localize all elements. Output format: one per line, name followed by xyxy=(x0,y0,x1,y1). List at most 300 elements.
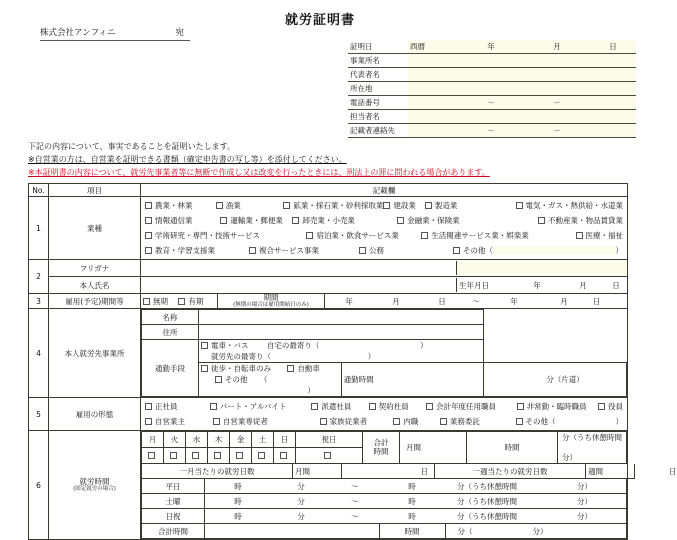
checkbox-option-kazoku[interactable] xyxy=(320,416,394,427)
checkbox-icon[interactable] xyxy=(440,418,447,425)
dow-table xyxy=(141,431,627,464)
period-label-note: (無期の場合は雇用開始日のみ) xyxy=(233,301,309,308)
checkbox-icon[interactable] xyxy=(369,403,376,410)
checkbox-option-gakujutsu[interactable] xyxy=(145,230,306,241)
issuer-row-representative xyxy=(348,68,636,82)
checkbox-icon[interactable] xyxy=(393,418,400,425)
keitai-other-open: （ xyxy=(548,417,556,426)
table-row-furigana xyxy=(29,260,628,277)
checkbox-icon[interactable] xyxy=(258,452,265,459)
monthly-days-sub: 月間 xyxy=(293,464,342,479)
jigyousho-commute-row xyxy=(142,340,627,363)
cutoff-label: 合計時間 xyxy=(142,524,205,539)
checkbox-option-unyu[interactable] xyxy=(220,215,292,226)
checkbox-icon[interactable] xyxy=(178,298,185,305)
checkbox-icon[interactable] xyxy=(311,403,318,410)
checkbox-icon[interactable] xyxy=(517,403,524,410)
label: 複合サービス事業 xyxy=(259,246,319,255)
table-row-honninname xyxy=(29,277,628,294)
row2-furigana-cell xyxy=(141,260,628,277)
furigana-inner-table xyxy=(141,261,627,275)
checkbox-icon[interactable] xyxy=(283,202,290,209)
label: 有期 xyxy=(188,296,204,306)
row6-item-note: (固定就労の場合) xyxy=(73,486,116,493)
gyoushu-option-row-1 xyxy=(145,198,623,213)
keitai-other-close: ） xyxy=(615,417,624,426)
page-title: 就労証明書 xyxy=(284,13,355,28)
schedule-label-nisshuku: 日祝 xyxy=(142,509,205,524)
label: 宿泊業・飲食サービス業 xyxy=(316,231,399,240)
gyoushu-option-row-4 xyxy=(145,243,623,258)
schedule-table xyxy=(141,479,627,539)
checkbox-option-kinyu[interactable] xyxy=(397,215,538,226)
checkbox-icon[interactable] xyxy=(249,247,256,254)
checkbox-option-toho-jitensha[interactable] xyxy=(201,363,271,374)
checkbox-icon[interactable] xyxy=(210,403,217,410)
jigyousho-label-commute: 通勤手段 xyxy=(142,340,199,397)
schedule-label-heijitsu: 平日 xyxy=(142,479,205,494)
checkbox-option-keiyaku[interactable] xyxy=(369,401,426,412)
working-days-row: 一月当たりの就労日数 月間 日 一週当たりの就労日数 週間 日 xyxy=(142,464,635,479)
row2-item-name: 本人氏名 xyxy=(49,277,141,294)
statement-line-2: ※自営業の方は、自営業を証明できる書類（確定申告書の写し等）を添付してください。 xyxy=(28,155,347,164)
monthly-days-unit[interactable]: 日 xyxy=(342,464,435,479)
label: 鉱業・採石業・砂利採取業 xyxy=(293,201,384,210)
issuer-value-year[interactable]: 年 xyxy=(458,40,524,54)
label: 役員 xyxy=(607,402,623,411)
label: 分（うち休憩時間 xyxy=(457,481,517,491)
checkbox-option-kaikei[interactable] xyxy=(426,401,517,412)
work-nearest-close: ） xyxy=(367,352,376,361)
checkbox-icon[interactable] xyxy=(145,217,152,224)
kikan-end-month[interactable]: 月 xyxy=(541,294,587,308)
dow-label-wed: 水 xyxy=(186,432,208,448)
issuer-phone-dash-2: － xyxy=(524,96,590,110)
issuer-value-era[interactable]: 西暦 xyxy=(408,40,458,54)
checkbox-icon[interactable] xyxy=(292,217,299,224)
label: 派遣社員 xyxy=(321,402,352,411)
issuer-label-office: 事業所名 xyxy=(348,54,408,68)
label: その他 xyxy=(525,417,549,426)
label: 生活関連サービス業・娯楽業 xyxy=(431,231,529,240)
checkbox-icon[interactable] xyxy=(359,247,366,254)
gyoushu-option-row-3 xyxy=(145,228,623,243)
checkbox-icon[interactable] xyxy=(148,452,155,459)
heijitsu-start-min[interactable]: 分 xyxy=(271,479,331,494)
checkbox-icon[interactable] xyxy=(516,418,523,425)
dow-checkbox-tue[interactable] xyxy=(164,448,186,464)
gyoushu-other-input[interactable] xyxy=(493,246,616,255)
minutes-close-label: 分） xyxy=(562,453,577,462)
checkbox-icon[interactable] xyxy=(145,418,152,425)
row6-item-label xyxy=(49,431,141,540)
heijitsu-end-min-break[interactable] xyxy=(445,479,627,494)
birthdate-label: 生年月日 xyxy=(457,278,514,292)
doyou-start-hour[interactable]: 時 xyxy=(205,494,272,509)
kikan-period-label xyxy=(218,294,325,308)
table-header-row xyxy=(29,184,628,197)
cutoff-hours[interactable]: 時間 xyxy=(379,524,445,539)
checkbox-icon[interactable] xyxy=(143,298,150,305)
nisshuku-end-min-break[interactable] xyxy=(445,509,627,524)
checkbox-icon[interactable] xyxy=(280,452,287,459)
checkbox-option-gyogyo[interactable] xyxy=(216,200,284,211)
checkbox-option-haken[interactable] xyxy=(311,401,368,412)
row1-item-label: 業種 xyxy=(49,197,141,260)
checkbox-option-kougyo[interactable] xyxy=(283,200,383,211)
checkbox-option-fukugou[interactable] xyxy=(249,245,359,256)
label: 卸売業・小売業 xyxy=(302,216,355,225)
nisshuku-start-hour[interactable]: 時 xyxy=(205,509,272,524)
dow-checkbox-fri[interactable] xyxy=(230,448,252,464)
checkbox-icon[interactable] xyxy=(324,452,331,459)
checkbox-icon[interactable] xyxy=(192,452,199,459)
kikan-tilde: ～ xyxy=(465,294,487,308)
issuer-label-writercontact: 記載者連絡先 xyxy=(348,124,408,138)
break-close: 分） xyxy=(577,496,592,506)
addressee-line xyxy=(40,26,190,41)
heijitsu-end-hour[interactable]: 時 xyxy=(379,479,445,494)
checkbox-option-keitai-sonota[interactable] xyxy=(516,416,556,427)
dow-label-mon: 月 xyxy=(142,432,164,448)
row1-no: 1 xyxy=(29,197,49,260)
checkbox-icon[interactable] xyxy=(425,202,432,209)
checkbox-icon[interactable] xyxy=(170,452,177,459)
dow-header-row xyxy=(142,432,627,448)
issuer-value-location[interactable] xyxy=(408,82,636,96)
checkbox-icon[interactable] xyxy=(215,376,222,383)
nisshuku-start-min[interactable]: 分 xyxy=(271,509,331,524)
checkbox-option-hijoukin[interactable] xyxy=(517,401,598,412)
statement-warning: ※本証明書の内容について、就労先事業者等に無断で作成し又は改変を行ったときには、刑法上の罪に問われる場合があります。 xyxy=(28,168,490,177)
checkbox-option-naishoku[interactable] xyxy=(393,416,440,427)
header-item: 項目 xyxy=(49,184,141,197)
checkbox-icon[interactable] xyxy=(201,365,208,372)
row2-item-furigana: フリガナ xyxy=(49,260,141,277)
commute-train-row xyxy=(199,340,484,363)
issuer-value-contactperson[interactable] xyxy=(408,110,636,124)
label: 家族従業者 xyxy=(329,417,368,426)
dow-label-thu: 木 xyxy=(208,432,230,448)
main-form-table xyxy=(28,183,677,540)
checkbox-icon[interactable] xyxy=(426,403,433,410)
checkbox-option-nogyo[interactable] xyxy=(145,200,216,211)
schedule-row-doyou xyxy=(142,494,627,509)
table-row-koyou-kikan xyxy=(29,294,628,309)
jigyousho-address-input[interactable] xyxy=(199,325,484,340)
dow-label-sun: 日 xyxy=(274,432,296,448)
addressee-suffix: 宛 xyxy=(175,28,184,38)
total-time-line1: 合計 xyxy=(373,438,389,448)
checkbox-option-yuki[interactable] xyxy=(178,296,203,307)
checkbox-option-commute-sonota[interactable] xyxy=(215,374,248,385)
dow-checkbox-wed[interactable] xyxy=(186,448,208,464)
monthly-hours[interactable]: 時間 xyxy=(467,432,558,464)
label: 電気・ガス・熱供給・水道業 xyxy=(525,201,623,210)
checkbox-icon[interactable] xyxy=(216,202,223,209)
label: 公務 xyxy=(369,246,384,255)
label: 分（ xyxy=(457,526,473,536)
checkbox-icon[interactable] xyxy=(220,217,227,224)
checkbox-icon[interactable] xyxy=(538,217,545,224)
header-entry: 記載欄 xyxy=(141,184,628,197)
kikan-end-year[interactable]: 年 xyxy=(487,294,541,308)
label: 漁業 xyxy=(225,201,241,210)
dow-checkbox-thu[interactable] xyxy=(208,448,230,464)
row4-item-label: 本人就労先事業所 xyxy=(49,309,141,398)
statement-line-1: 下記の内容について、事実であることを証明いたします。 xyxy=(28,142,236,151)
kikan-start-month[interactable]: 月 xyxy=(373,294,419,308)
checkbox-icon[interactable] xyxy=(320,418,327,425)
header-no: No. xyxy=(29,184,49,197)
checkbox-option-oroshiuri[interactable] xyxy=(292,215,397,226)
row5-item-label: 雇用の形態 xyxy=(49,398,141,431)
row3-no: 3 xyxy=(29,294,49,309)
commute-other-options xyxy=(199,363,342,397)
checkbox-option-sonota[interactable] xyxy=(453,245,493,256)
table-row-koyou-keitai xyxy=(29,398,628,431)
checkbox-option-kensetsu[interactable] xyxy=(383,200,425,211)
label: その他 xyxy=(225,375,248,384)
checkbox-option-jieigyousenjyuusha[interactable] xyxy=(213,416,320,427)
checkbox-icon[interactable] xyxy=(287,365,294,372)
label: 内職 xyxy=(403,417,419,426)
checkbox-icon[interactable] xyxy=(145,202,152,209)
furigana-right-cell[interactable] xyxy=(457,261,627,275)
row6-item-main: 就労時間 xyxy=(79,477,110,487)
break-close: 分） xyxy=(577,511,592,521)
checkbox-option-jieigyounushi[interactable] xyxy=(145,416,213,427)
checkbox-icon[interactable] xyxy=(397,217,404,224)
nisshuku-end-hour[interactable]: 時 xyxy=(379,509,445,524)
label: 正社員 xyxy=(155,402,178,411)
row6-no: 6 xyxy=(29,431,49,540)
kikan-inner-table xyxy=(141,294,627,308)
issuer-label-phone: 電話番号 xyxy=(348,96,408,110)
commute-one-way: （片道） xyxy=(553,375,584,384)
checkbox-option-seishain[interactable] xyxy=(145,401,210,412)
jigyousho-label-name: 名称 xyxy=(142,310,199,325)
commute-other-row xyxy=(142,363,627,397)
row5-no: 5 xyxy=(29,398,49,431)
label: 情報通信業 xyxy=(155,216,193,225)
jigyousho-inner-table xyxy=(141,309,627,397)
issuer-value-month[interactable]: 月 xyxy=(524,40,590,54)
kikan-end-day[interactable]: 日 xyxy=(587,294,627,308)
kikan-term-options xyxy=(141,294,218,308)
birth-year[interactable]: 年 xyxy=(513,278,561,292)
label: 分（うち休憩時間 xyxy=(457,511,517,521)
working-days-table xyxy=(141,464,677,479)
schedule-row-heijitsu xyxy=(142,479,627,494)
label: 契約社員 xyxy=(378,402,409,411)
label: 不動産業・物品賃貸業 xyxy=(548,216,623,225)
name-input[interactable] xyxy=(141,278,457,292)
row6-entry-cell xyxy=(141,431,677,540)
checkbox-icon[interactable] xyxy=(236,452,243,459)
period-label-main: 期間 xyxy=(263,293,279,303)
row2-name-cell xyxy=(141,277,628,294)
jigyousho-name-input[interactable] xyxy=(199,310,484,325)
cutoff-left[interactable] xyxy=(205,524,380,539)
checkbox-icon[interactable] xyxy=(453,247,460,254)
dow-label-holiday: 祝日 xyxy=(296,432,363,448)
checkbox-option-gyoumuitaku[interactable] xyxy=(440,416,516,427)
label: 無期 xyxy=(153,296,168,306)
checkbox-icon[interactable] xyxy=(383,202,390,209)
checkbox-option-kyouiku[interactable] xyxy=(145,245,249,256)
dow-label-sat: 土 xyxy=(252,432,274,448)
label: 会計年度任用職員 xyxy=(436,402,497,411)
checkbox-option-denki[interactable] xyxy=(516,200,624,211)
keitai-option-row-1 xyxy=(145,399,623,414)
label: 教育・学習支援業 xyxy=(155,246,215,255)
issuer-info-table xyxy=(348,40,636,138)
kikan-start-day[interactable]: 日 xyxy=(419,294,465,308)
monthly-minutes-break[interactable] xyxy=(558,432,627,464)
label: 医療・福祉 xyxy=(585,231,623,240)
table-row-jigyousho xyxy=(29,309,628,398)
row2-no: 2 xyxy=(29,260,49,294)
checkbox-option-koumu[interactable] xyxy=(359,245,453,256)
schedule-label-doyou: 土曜 xyxy=(142,494,205,509)
label: 自営業主 xyxy=(155,417,185,426)
heijitsu-start-hour[interactable]: 時 xyxy=(205,479,272,494)
checkbox-option-fudousan[interactable] xyxy=(538,215,623,226)
home-nearest-close: ） xyxy=(420,341,428,350)
keitai-option-row-2 xyxy=(145,414,623,429)
issuer-value-phone-2[interactable] xyxy=(590,96,636,110)
label: 金融業・保険業 xyxy=(407,216,460,225)
checkbox-option-seikatsu[interactable] xyxy=(421,230,575,241)
label: 非常勤・臨時職員 xyxy=(526,402,587,411)
label: 自営業専従者 xyxy=(222,417,268,426)
label: 電車・バス xyxy=(211,341,249,350)
label: 運輸業・郵便業 xyxy=(230,216,283,225)
checkbox-icon[interactable] xyxy=(214,452,221,459)
birth-month[interactable]: 月 xyxy=(561,278,605,292)
issuer-label-contactperson: 担当者名 xyxy=(348,110,408,124)
checkbox-icon[interactable] xyxy=(576,232,583,239)
checkbox-icon[interactable] xyxy=(421,232,428,239)
birth-day[interactable]: 日 xyxy=(605,278,627,292)
row3-entry-cell xyxy=(141,294,628,309)
issuer-value-writercontact-2[interactable] xyxy=(590,124,636,138)
break-close: 分） xyxy=(532,526,548,536)
checkbox-icon[interactable] xyxy=(145,403,152,410)
row3-item-label: 雇用(予定)期間等 xyxy=(49,294,141,309)
checkbox-icon[interactable] xyxy=(213,418,220,425)
jigyousho-address-row xyxy=(142,325,627,340)
checkbox-icon[interactable] xyxy=(145,247,152,254)
issuer-row-contactperson xyxy=(348,110,636,124)
issuer-row-certdate xyxy=(348,40,636,54)
checkbox-option-yakuin[interactable] xyxy=(598,401,623,412)
label: パート・アルバイト xyxy=(219,402,287,411)
label: 業務委託 xyxy=(449,417,480,426)
dow-checkbox-sun[interactable] xyxy=(274,448,296,464)
cutoff-minutes[interactable] xyxy=(445,524,627,539)
checkbox-icon[interactable] xyxy=(598,403,605,410)
issuer-writercontact-dash-2: － xyxy=(524,124,590,138)
label: 学術研究・専門・技術サービス xyxy=(155,231,260,240)
label: 分（うち休憩時間 xyxy=(457,496,517,506)
work-nearest-label: 就労先の最寄り（ xyxy=(211,352,271,361)
label: その他 xyxy=(463,246,486,255)
table-row-shuurou-jikan xyxy=(29,431,628,540)
checkbox-option-iryou[interactable] xyxy=(576,230,624,241)
break-close: 分） xyxy=(577,481,592,491)
issuer-value-representative[interactable] xyxy=(408,68,636,82)
issuer-value-day[interactable]: 日 xyxy=(590,40,636,54)
kikan-start-year[interactable]: 年 xyxy=(325,294,374,308)
jigyousho-name-row xyxy=(142,310,627,325)
label: 自動車 xyxy=(297,364,320,373)
commute-time-unit: 分 xyxy=(546,375,554,384)
table-row-gyoushu xyxy=(29,197,628,260)
dow-label-fri: 金 xyxy=(230,432,252,448)
label: 農業・林業 xyxy=(155,201,193,210)
checkbox-option-jidousha[interactable] xyxy=(287,363,320,374)
doyou-end-min-break[interactable] xyxy=(445,494,627,509)
total-time-line2: 時間 xyxy=(373,446,389,456)
issuer-value-office[interactable] xyxy=(408,54,636,68)
issuer-row-location xyxy=(348,82,636,96)
issuer-phone-dash-1: － xyxy=(458,96,524,110)
doyou-start-min[interactable]: 分 xyxy=(271,494,331,509)
row4-no: 4 xyxy=(29,309,49,398)
addressee-company: 株式会社アンフィニ xyxy=(40,28,116,38)
checkbox-option-shukuhaku[interactable] xyxy=(306,230,421,241)
checkbox-option-part[interactable] xyxy=(210,401,312,412)
label: 製造業 xyxy=(434,201,458,210)
commute-time-label: 通勤時間 xyxy=(341,363,484,397)
monthly-days-label: 一月当たりの就労日数 xyxy=(142,464,293,479)
checkbox-icon[interactable] xyxy=(516,202,523,209)
issuer-value-phone-1[interactable] xyxy=(408,96,458,110)
issuer-row-phone xyxy=(348,96,636,110)
schedule-row-nisshuku xyxy=(142,509,627,524)
issuer-row-writercontact xyxy=(348,124,636,138)
commute-other-close: ） xyxy=(307,386,315,395)
name-inner-table xyxy=(141,278,627,292)
furigana-input[interactable] xyxy=(141,261,457,275)
dow-checkbox-holiday[interactable] xyxy=(296,448,363,464)
weekly-days-label: 一週当たりの就労日数 xyxy=(435,464,586,479)
checkbox-option-mukigen[interactable] xyxy=(143,296,168,307)
checkbox-option-densha-bus[interactable] xyxy=(201,340,249,351)
sonota-open-paren: （ xyxy=(485,246,493,255)
checkbox-icon[interactable] xyxy=(145,232,152,239)
minutes-break-label: 分（うち休憩時間 xyxy=(562,433,622,442)
home-nearest-label: 自宅の最寄り（ xyxy=(266,341,320,350)
doyou-end-hour[interactable]: 時 xyxy=(379,494,445,509)
issuer-row-office xyxy=(348,54,636,68)
checkbox-option-seizou[interactable] xyxy=(425,200,516,211)
heijitsu-tilde: ～ xyxy=(331,479,379,494)
issuer-value-writercontact-1[interactable] xyxy=(408,124,458,138)
commute-time-value[interactable] xyxy=(484,363,627,397)
issuer-label-representative: 代表者名 xyxy=(348,68,408,82)
checkbox-option-jouhou[interactable] xyxy=(145,215,220,226)
row1-options-cell xyxy=(141,197,628,260)
monthly-label: 月間 xyxy=(400,432,467,464)
dow-checkbox-mon[interactable] xyxy=(142,448,164,464)
dow-checkbox-sat[interactable] xyxy=(252,448,274,464)
checkbox-icon[interactable] xyxy=(306,232,313,239)
dow-label-tue: 火 xyxy=(164,432,186,448)
checkbox-icon[interactable] xyxy=(201,342,208,349)
